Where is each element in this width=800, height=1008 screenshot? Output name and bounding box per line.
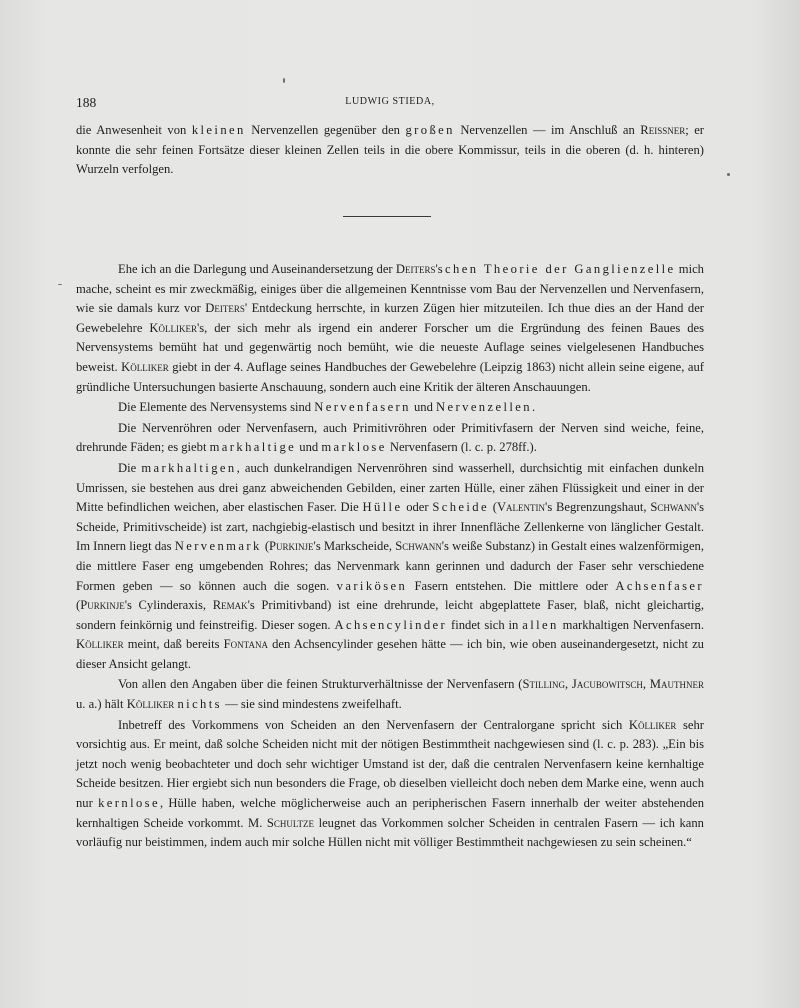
paragraph: die Anwesenheit von kleinen Nervenzellen gegenüber den großen Nervenzellen — im Anschluß an Reissner; er konnte die sehr feinen Fortsätze dieser kleinen Zellen teils in die obere Kommissur, teils in die oberen (d. h. hinteren) Wurzeln verfolgen.: [76, 123, 704, 177]
page-number: 188: [76, 95, 97, 110]
running-head: LUDWIG STIEDA,: [345, 96, 435, 107]
section-divider: [343, 216, 431, 217]
paper-speck: [283, 78, 285, 83]
main-text: [76, 260, 704, 853]
paragraph: Die Elemente des Nervensystems sind Nervenfasern und Nervenzellen.: [118, 400, 536, 415]
paragraph: Inbetreff des Vorkommens von Scheiden an den Nervenfasern der Centralorgane spricht sich Kölliker sehr vorsichtig aus. Er meint, daß solche Scheiden nicht mit der nötigen Bestimmtheit nachgewiesen sind (l. c. p. 283). „Ein bis jetzt noch wenig beobachteter und doch sehr wichtiger Umstand ist der, daß die centralen Nervenfasern keine kernhaltige Scheide besitzen. Hier ergiebt sich nun besonders die Frage, ob dieselben vielleicht doch neben dem Marke eine, wenn auch nur kernlose, Hülle haben, welche möglicherweise auch an peripherischen Fasern innerhalb der weiter abstehenden kernhaltigen Scheide vorkommt. M. Schultze leugnet das Vorkommen solcher Scheiden in centralen Fasern — ich kann vorläufig nur beistimmen, indem auch mir solche Hüllen nicht mit völliger Bestimmtheit nachgewiesen zu sein scheinen.“: [76, 717, 705, 850]
paragraph: Die Nervenröhren oder Nervenfasern, auch Primitivröhren oder Primitivfasern der Nerven sind weiche, feine, drehrunde Fäden; es giebt markhaltige und marklose Nervenfasern (l. c. p. 278ff.).: [76, 420, 704, 455]
paragraph: Ehe ich an die Darlegung und Auseinandersetzung der Deiters'schen Theorie der Ganglienzelle mich mache, scheint es mir zweckmäßig, einiges über die allgemeinen Kenntnisse vom Bau der Nervenzellen und Nervenfasern, wie sie damals kurz vor Deiters' Entdeckung herrschte, in kurzen Zügen hier mitzuteilen. Ich thue dies an der Hand der Gewebelehre Kölliker's, der sich mehr als irgend ein anderer Forscher um die Ergründung des feinen Baues des Nervensystems bemüht hat und gegenwärtig noch bemüht, wie die neueste Auflage seines vielgelesenen Handbuches beweist. Kölliker giebt in der 4. Auflage seines Handbuches der Gewebelehre (Leipzig 1863) nicht allein seine eigene, auf gründliche Untersuchungen basierte Anschauung, sondern auch eine Kritik der älteren Anschauungen.: [76, 262, 705, 394]
paper-speck: [727, 173, 730, 176]
paragraph: Die markhaltigen, auch dunkelrandigen Nervenröhren sind wasserhell, durchsichtig mit einfachen dunkeln Umrissen, sie bestehen aus drei ganz abweichenden Gebilden, einer zarten Hülle, einer zähen Flüssigkeit und einer in der Mitte befindlichen weichen, aber elastischen Faser. Die Hülle oder Scheide (Valentin's Begrenzungshaut, Schwann's Scheide, Primitivscheide) ist zart, nachgiebig-elastisch und besitzt in ihrer Innenfläche Zellenkerne von länglicher Gestalt. Im Innern liegt das Nervenmark (Purkinje's Markscheide, Schwann's weiße Substanz) in Gestalt eines walzenförmigen, die mittlere Faser eng umgebenden Rohres; das Nervenmark kann gerinnen und dadurch der Faser sehr verschiedene Formen geben — so können auch die sogen. varikösen Fasern entstehen. Die mittlere oder Achsenfaser (Purkinje's Cylinderaxis, Remak's Primitivband) ist eine drehrunde, leicht abgeplattete Faser, blaß, nicht gleichartig, sondern feinkörnig und feinstreifig. Dieser sogen. Achsencylinder findet sich in allen markhaltigen Nervenfasern. Kölliker meint, daß bereits Fontana den Achsencylinder gesehen hätte — ich bin, wie oben auseinandergesetzt, nicht zu dieser Ansicht gelangt.: [76, 460, 704, 671]
paragraph: Von allen den Angaben über die feinen Strukturverhältnisse der Nervenfasern (Stilling, Jacubowitsch, Mauthner u. a.) hält Kölliker nichts — sie sind mindestens zweifelhaft.: [76, 677, 704, 712]
paper-speck: [58, 284, 62, 285]
opening-text: [76, 121, 704, 180]
page-header: [76, 95, 704, 115]
